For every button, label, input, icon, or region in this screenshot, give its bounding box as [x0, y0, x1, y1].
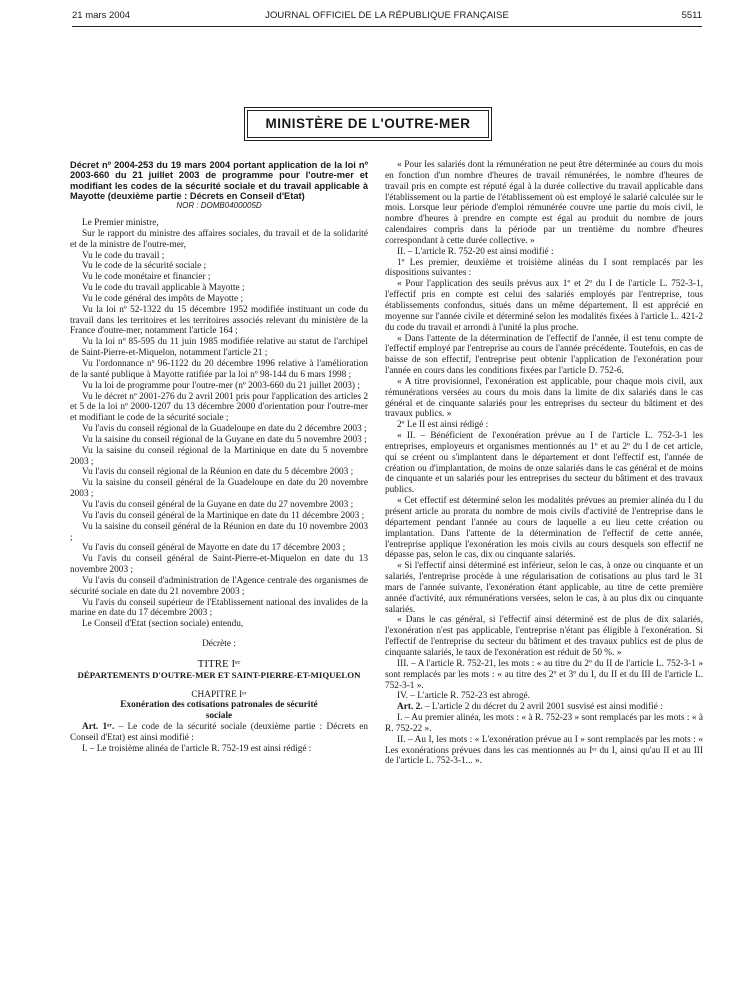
right-paragraphs	[385, 160, 703, 702]
paragraph: « Pour les salariés dont la rémunération ne peut être déterminée au cours du mois en fonction d'un nombre d'heures de travail rémunérées, le nombre d'heures de travail pris en compte est réputé égal à la durée collective du travail applicable dans l'établissement ou la partie de l'établissement où est employé le salarié calculée sur le mois. Lorsque leur période d'emploi rémunérée couvre une partie du mois civil, le nombre d'heures à prendre en compte est égal au produit du nombre de jours calendaires compris dans la période par un trentième du nombre d'heures correspondant à cette durée collective. »	[385, 160, 703, 246]
paragraph: 1º Les premier, deuxième et troisième alinéas du I sont remplacés par les dispositions suivantes :	[385, 257, 703, 279]
paragraph: Vu l'avis du conseil régional de la Réunion en date du 5 décembre 2003 ;	[82, 467, 354, 478]
left-paragraphs	[70, 218, 368, 630]
paragraph: IV. – L'article R. 752-23 est abrogé.	[397, 691, 530, 702]
paragraph: Vu l'avis du conseil général de la Guyane en date du 27 novembre 2003 ;	[82, 499, 354, 510]
paragraph: « Cet effectif est déterminé selon les modalités prévues au premier alinéa du I du présent article au prorata du nombre de mois civils d'activité de l'entreprise dans le département pendant l'année au cours de laquelle a eu lieu cette création ou implantation. Dans l'attente de la détermination de l'effectif de cette année, l'entreprise applique l'exonération les mois civils au cours desquels son effectif ne dépasse pas, selon le cas, dix ou cinquante salariés.	[385, 496, 703, 561]
decree-nor: NOR : DOMB0400005D	[176, 201, 262, 211]
paragraph: « Dans l'attente de la détermination de l'effectif de l'année, il est tenu compte de l'effectif employé par l'entreprise au cours de l'année précédente. Toutefois, en cas de baisse de son effectif, l'entreprise peut obtenir l'application de l'exonération pour l'année en cours dans les conditions fixées par l'article D. 752-6.	[385, 333, 703, 377]
chapitre-subject: Exonération des cotisations patronales de sécurité sociale	[120, 700, 318, 722]
paragraph: Vu l'avis du conseil régional de la Guadeloupe en date du 2 décembre 2003 ;	[82, 424, 367, 435]
right-column	[385, 160, 703, 767]
paragraph: Vu la saisine du conseil général de la Guadeloupe en date du 20 novembre 2003 ;	[70, 478, 368, 500]
titre-subject: DÉPARTEMENTS D'OUTRE-MER ET SAINT-PIERRE-ET-MIQUELON	[77, 669, 361, 680]
paragraph: Vu le code général des impôts de Mayotte ;	[82, 293, 244, 304]
paragraph: Vu l'avis du conseil d'administration de l'Agence centrale des organismes de sécurité sociale en date du 21 novembre 2003 ;	[70, 575, 368, 597]
decree-title: Décret nº 2004-253 du 19 mars 2004 portant application de la loi nº 2003-660 du 21 juillet 2003 de programme pour l'outre-mer et modifiant les codes de la sécurité sociale et du travail applicable à Mayotte (deuxième partie : Décrets en Conseil d'Etat)	[70, 160, 368, 201]
page-header	[72, 10, 702, 24]
paragraph: Vu l'avis du conseil général de Saint-Pierre-et-Miquelon en date du 13 novembre 2003 ;	[70, 554, 368, 576]
paragraph: Vu le code du travail ;	[82, 250, 165, 261]
header-rule	[72, 26, 702, 27]
paragraph: Vu le code monétaire et financier ;	[82, 272, 211, 283]
paragraph: « II. – Bénéficient de l'exonération prévue au I de l'article L. 752-3-1 les entreprises, employeurs et organismes mentionnés au 1º et au 2º du I de cet article, qui se créent ou s'implantent dans le département et dont l'effectif est, l'année de création ou d'implantation, de moins de onze salariés dans le cas général et de moins de cinquante et un salariés pour les entreprises du secteur du bâtiment et des travaux publics.	[385, 431, 703, 496]
decrete-label: Décrète :	[202, 639, 236, 650]
paragraph: Vu l'avis du conseil supérieur de l'Etablissement national des invalides de la marine en date du 17 décembre 2003 ;	[70, 597, 368, 619]
paragraph: Vu la saisine du conseil régional de la Guyane en date du 5 novembre 2003 ;	[82, 434, 367, 445]
paragraph: Vu le code du travail applicable à Mayotte ;	[82, 283, 245, 294]
paragraph: Vu la saisine du conseil général de la Réunion en date du 10 novembre 2003 ;	[70, 521, 368, 543]
paragraph: Vu la saisine du conseil régional de la Martinique en date du 5 novembre 2003 ;	[70, 445, 368, 467]
left-last-paragraph: I. – Le troisième alinéa de l'article R. 752-19 est ainsi rédigé :	[82, 743, 312, 754]
paragraph: « Si l'effectif ainsi déterminé est inférieur, selon le cas, à onze ou cinquante et un salariés, l'entreprise procède à une régularisation de cotisations au plus tard le 31 mars de l'année suivante, l'exonération étant applicable, au titre de cette première année d'activité, aux rémunérations versées, selon le cas, à au plus dix ou cinquante salariés.	[385, 561, 703, 615]
paragraph: II. – Au I, les mots : « L'exonération prévue au I » sont remplacés par les mots : « Les exonérations prévues dans les cas mentionnés au Iᵉʳ du I, ainsi qu'au II et au III de l'article L. 752-3-1... ».	[385, 734, 703, 767]
article-2-text: – L'article 2 du décret du 2 avril 2001 susvisé est ainsi modifié :	[422, 702, 663, 713]
paragraph: « A titre provisionnel, l'exonération est applicable, pour chaque mois civil, aux rémunérations versées au cours du mois dans la limite de dix salariés dans le cas général et de cinquante salariés pour les entreprises du secteur du bâtiment et des travaux publics. »	[385, 376, 703, 420]
paragraph: Vu la loi nº 85-595 du 11 juin 1985 modifiée relative au statut de l'archipel de Saint-Pierre-et-Miquelon, notamment l'article 21 ;	[70, 337, 368, 359]
paragraph: Le Conseil d'Etat (section sociale) entendu,	[82, 619, 244, 630]
ministry-box	[247, 110, 489, 138]
paragraph: Le Premier ministre,	[82, 218, 159, 229]
journal-title: JOURNAL OFFICIEL DE LA RÉPUBLIQUE FRANÇAISE	[265, 10, 509, 21]
paragraph: Vu le code de la sécurité sociale ;	[82, 261, 207, 272]
paragraph: I. – Au premier alinéa, les mots : « à R. 752-23 » sont remplacés par les mots : « à R. 752-22 ».	[385, 713, 703, 734]
paragraph: Vu l'avis du conseil général de Mayotte en date du 17 décembre 2003 ;	[82, 543, 346, 554]
paragraph: Vu l'avis du conseil général de la Martinique en date du 11 décembre 2003 ;	[82, 510, 365, 521]
paragraph: « Dans le cas général, si l'effectif ainsi déterminé est de plus de dix salariés, l'exonération n'est pas applicable, l'entreprise n'étant pas éligible à l'exonération. Si l'effectif de l'entreprise du secteur du bâtiment et des travaux publics est de plus de cinquante salariés, le taux de l'exonération est réduit de 50 %. »	[385, 615, 703, 658]
right-tail	[385, 713, 703, 767]
article-1-text: – Le code de la sécurité sociale (deuxième partie : Décrets en Conseil d'Etat) est ainsi modifié :	[70, 722, 368, 743]
page-number: 5511	[681, 10, 702, 21]
paragraph: « Pour l'application des seuils prévus aux 1º et 2º du I de l'article L. 752-3-1, l'effectif pris en compte est celui des salariés employés par l'entreprise, tous établissements confondus, situés dans un même département. Il est apprécié en moyenne sur l'année civile et déterminé selon les modalités fixées à l'article L. 421-2 du code du travail et arrondi à l'unité la plus proche.	[385, 279, 703, 333]
paragraph: Vu l'ordonnance nº 96-1122 du 20 décembre 1996 relative à l'amélioration de la santé publique à Mayotte ratifiée par la loi nº 98-144 du 6 mars 1998 ;	[70, 359, 368, 380]
ministry-title: MINISTÈRE DE L'OUTRE-MER	[265, 116, 471, 131]
paragraph: III. – A l'article R. 752-21, les mots : « au titre du 2º du II de l'article L. 752-3-1 » sont remplacés par les mots : « au titre des 2º et 3º du I, du II et du III de l'article L. 752-3-1 ».	[385, 658, 703, 691]
paragraph: Vu la loi nº 52-1322 du 15 décembre 1952 modifiée instituant un code du travail dans les territoires et les territoires associés relevant du ministère de la France d'outre-mer, notamment l'article 164 ;	[70, 304, 368, 337]
paragraph: Vu la loi de programme pour l'outre-mer (nº 2003-660 du 21 juillet 2003) ;	[82, 380, 360, 391]
article-2	[385, 702, 703, 713]
chapitre-heading: CHAPITRE Iᵉʳ	[191, 689, 247, 700]
paragraph: 2º Le II est ainsi rédigé :	[397, 420, 489, 431]
paragraph: II. – L'article R. 752-20 est ainsi modifié :	[397, 246, 554, 257]
left-column	[70, 160, 368, 755]
paragraph: Vu le décret nº 2001-276 du 2 avril 2001 pris pour l'application des articles 2 et 5 de la loi nº 2000-1207 du 13 décembre 2000 d'orientation pour l'outre-mer et modifiant le code de la sécurité sociale ;	[70, 391, 368, 424]
paragraph: Sur le rapport du ministre des affaires sociales, du travail et de la solidarité et de la ministre de l'outre-mer,	[70, 228, 368, 250]
article-1-label: Art. 1ᵉʳ.	[82, 722, 115, 733]
article-1	[70, 722, 368, 744]
header-date: 21 mars 2004	[72, 10, 131, 21]
titre-heading: TITRE Iᵉʳ	[197, 657, 241, 670]
article-2-label: Art. 2.	[397, 702, 423, 713]
